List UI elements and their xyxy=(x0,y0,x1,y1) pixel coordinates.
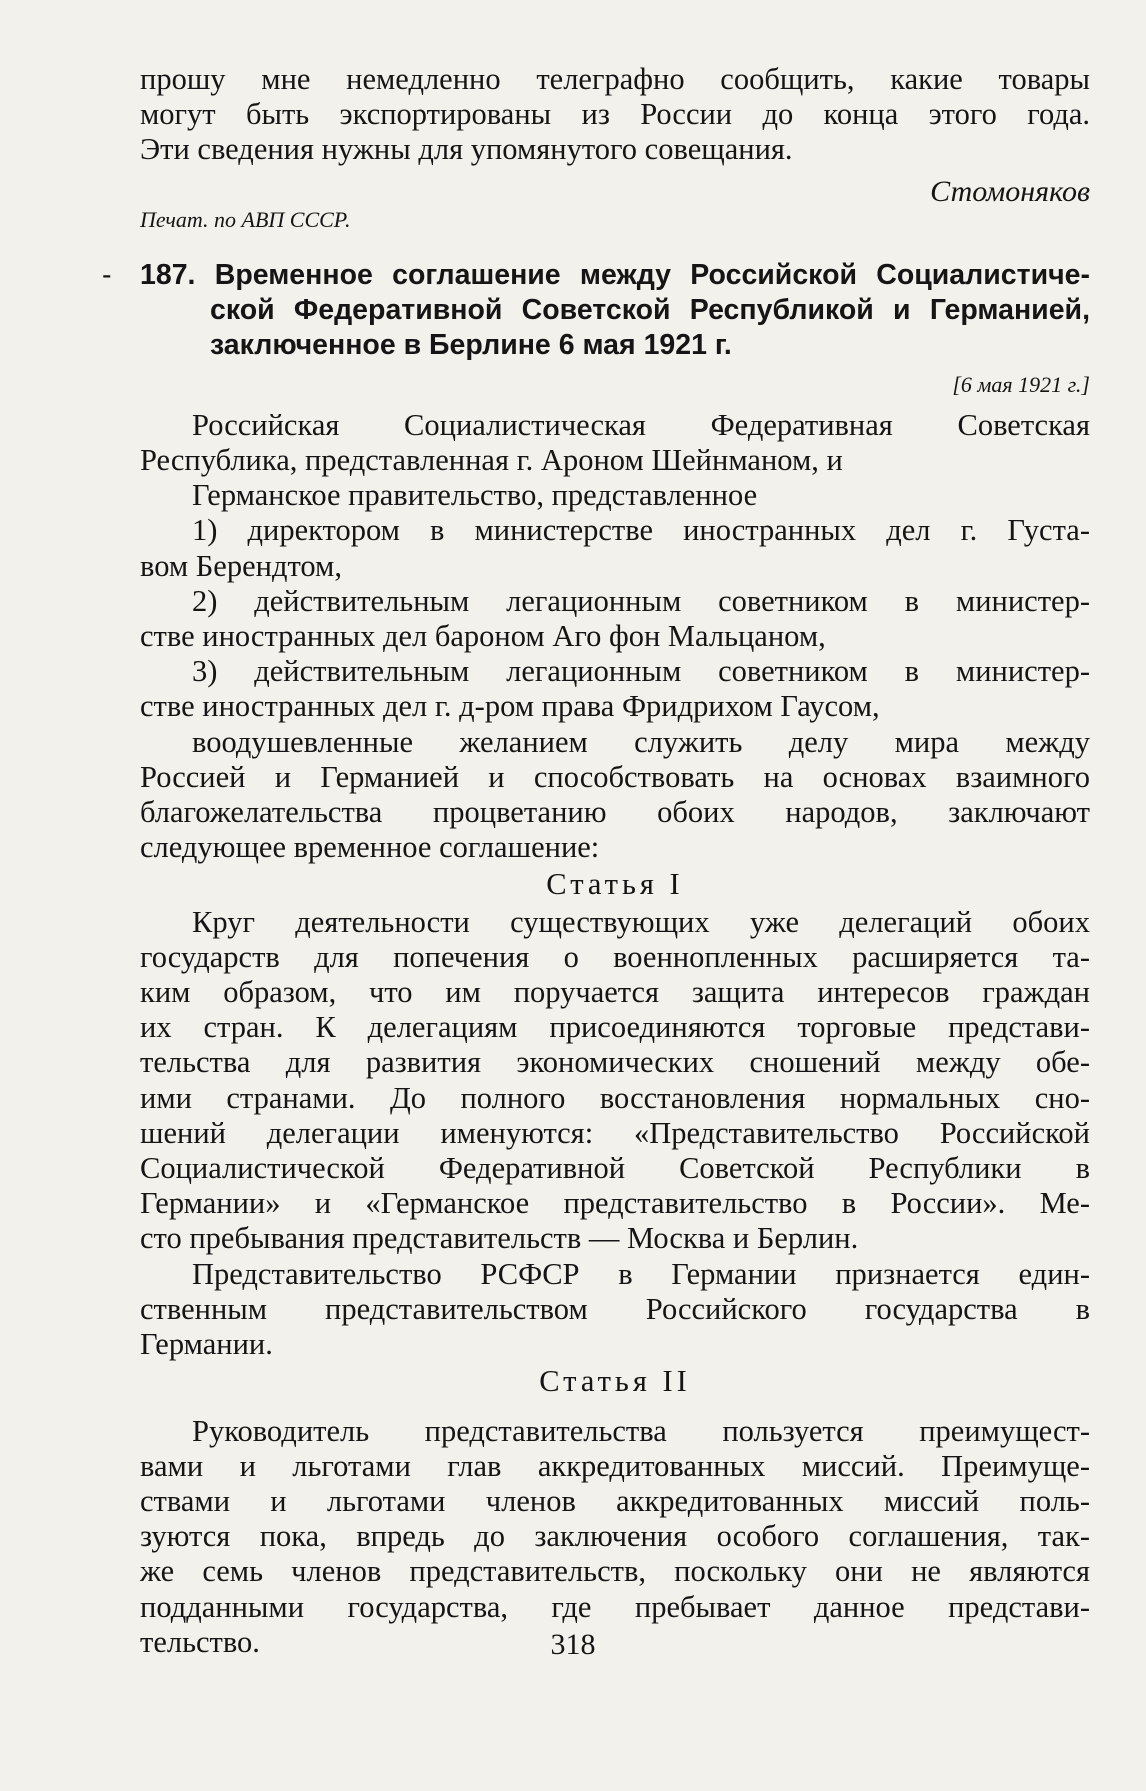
text-line: Руководитель представительства пользуется преимущест- xyxy=(192,1413,1090,1448)
text-line: 2) действительным легационным советником в министер- xyxy=(192,583,1090,618)
source-note: Печат. по АВП СССР. xyxy=(140,207,351,233)
top-paragraph xyxy=(140,62,1090,168)
text-line: воодушевленные желанием служить делу мира между xyxy=(192,724,1090,759)
text-line: ствами и льготами членов аккредитованных миссий поль- xyxy=(140,1483,1090,1518)
text-line: могут быть экспортированы из России до конца этого года. xyxy=(140,97,1090,132)
text-line: же семь членов представительств, поскольку они не являются xyxy=(140,1554,1090,1589)
text-line: Эти сведения нужны для упомянутого совещания. xyxy=(140,132,793,167)
text-line: вами и льготами глав аккредитованных миссий. Преимуще- xyxy=(140,1448,1090,1483)
text-line: подданными государства, где пребывает данное представи- xyxy=(140,1589,1090,1624)
text-line: ими странами. До полного восстановления нормальных сно- xyxy=(140,1080,1090,1115)
text-line: ким образом, что им поручается защита интересов граждан xyxy=(140,975,1090,1010)
signature-row xyxy=(140,174,1090,238)
page-number: 318 xyxy=(550,1628,596,1661)
article-2-body xyxy=(140,1414,1090,1660)
text-line: Социалистической Федеративной Советской Республики в xyxy=(140,1151,1090,1186)
text-line: Россией и Германией и способствовать на основах взаимного xyxy=(140,759,1090,794)
heading-line: ской Федеративной Советской Республикой и Германией, xyxy=(210,293,1090,326)
heading-line: 187. Временное соглашение между Российской Социалистиче- xyxy=(140,258,1090,291)
article-title: Статья I xyxy=(546,867,684,902)
text-line: стве иностранных дел г. д-ром права Фридрихом Гаусом, xyxy=(140,689,880,724)
text-line: тельства для развития экономических сношений между обе- xyxy=(140,1045,1090,1080)
document-heading xyxy=(102,258,1090,363)
article-1-body xyxy=(140,905,1090,1363)
text-line: следующее временное соглашение: xyxy=(140,830,600,865)
signer-name: Стомоняков xyxy=(930,174,1090,208)
text-line: Германии. xyxy=(140,1327,273,1362)
margin-dash: - xyxy=(102,258,112,291)
text-line: прошу мне немедленно телеграфно сообщить, какие товары xyxy=(140,62,1090,96)
text-line: Германское правительство, представленное xyxy=(192,478,758,513)
text-line: 1) директором в министерстве иностранных дел г. Густа- xyxy=(192,513,1090,548)
text-line: сто пребывания представительств — Москва и Берлин. xyxy=(140,1221,859,1256)
text-line: 3) действительным легационным советником в министер- xyxy=(192,654,1090,689)
text-line: Представительство РСФСР в Германии признается един- xyxy=(192,1256,1090,1291)
text-line: зуются пока, впредь до заключения особого соглашения, так- xyxy=(140,1519,1090,1554)
text-line: благожелательства процветанию обоих народов, заключают xyxy=(140,795,1090,830)
text-line: Российская Социалистическая Федеративная Советская xyxy=(192,407,1090,442)
text-line: ственным представительством Российского государства в xyxy=(140,1291,1090,1326)
text-line: их стран. К делегациям присоединяются торговые представи- xyxy=(140,1010,1090,1045)
text-line: Республика, представленная г. Ароном Шейнманом, и xyxy=(140,443,843,478)
preamble xyxy=(140,408,1090,866)
text-line: Круг деятельности существующих уже делегаций обоих xyxy=(192,904,1090,939)
document-date: [6 мая 1921 г.] xyxy=(952,371,1090,397)
text-line: государств для попечения о военнопленных расширяется та- xyxy=(140,939,1090,974)
text-line: стве иностранных дел бароном Аго фон Мальцаном, xyxy=(140,619,826,654)
heading-line: заключенное в Берлине 6 мая 1921 г. xyxy=(210,328,732,361)
text-line: тельство. xyxy=(140,1624,260,1659)
text-line: вом Берендтом, xyxy=(140,548,342,583)
document-page xyxy=(102,62,1090,1660)
text-line: Германии» и «Германское представительство в России». Ме- xyxy=(140,1186,1090,1221)
article-title: Статья II xyxy=(539,1364,691,1399)
text-line: шений делегации именуются: «Представительство Российской xyxy=(140,1115,1090,1150)
